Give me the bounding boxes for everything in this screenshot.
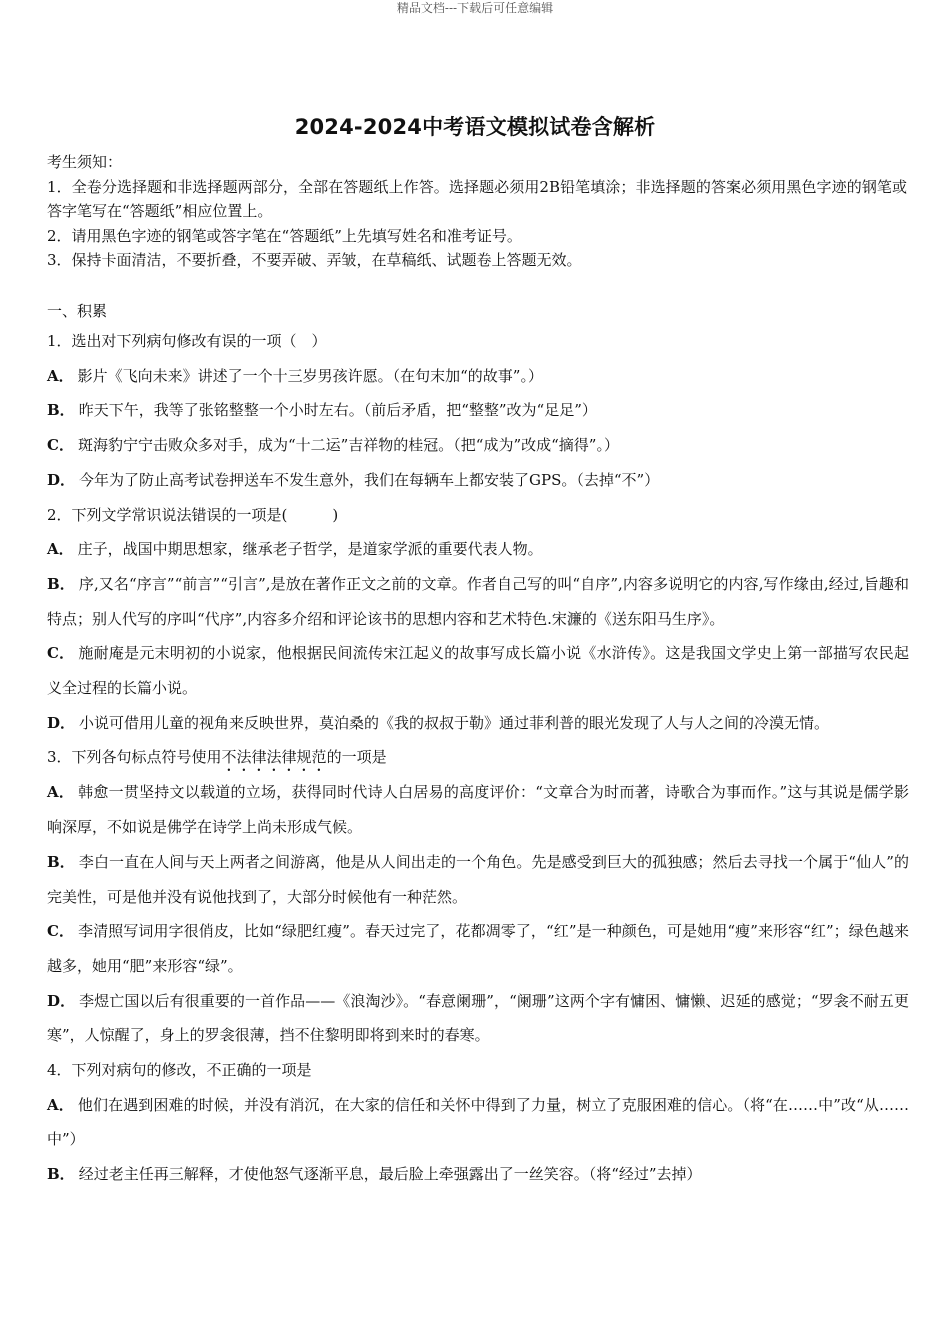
stem-text: 的一项是 — [326, 748, 387, 767]
option-text: 李白一直在人间与天上两者之间游离，他是从人间出走的一个角色。先是感受到巨大的孤独感；然后去寻找一个属于“仙人”的完美性，可是他并没有说他找到了，大部分时候他有一种茫然。 — [47, 852, 909, 906]
option-label: B． — [47, 401, 75, 420]
option-text: 李清照写词用字很俏皮，比如“绿肥红瘦”。春天过完了，花都凋零了，“红”是一种颜色，可是她用“瘦”来形容“红”；绿色越来越多，她用“肥”来形容“绿”。 — [47, 922, 909, 975]
option-text: 昨天下午，我等了张铭整整一个小时左右。（前后矛盾，把“整整”改为“足足”） — [78, 401, 597, 420]
question-2-option-d — [47, 706, 909, 741]
question-4-stem: 4．下列对病句的修改，不正确的一项是 — [47, 1061, 312, 1080]
question-3-option-d — [47, 984, 909, 1053]
question-2-option-b — [47, 567, 909, 636]
question-3-stem — [47, 740, 909, 775]
stem-text: 3．下列各句标点符号使用 — [47, 748, 222, 767]
option-text: 韩愈一贯坚持文以载道的立场，获得同时代诗人白居易的高度评价：“文章合为时而著，诗歌合为事而作。”这与其说是儒学影响深厚，不如说是佛学在诗学上尚未形成气候。 — [47, 783, 910, 837]
option-label: A． — [47, 366, 74, 385]
question-3-option-b — [47, 845, 909, 914]
question-1-option-c — [47, 428, 909, 463]
option-label: D． — [47, 713, 76, 732]
option-text: 施耐庵是元末明初的小说家，他根据民间流传宋江起义的故事写成长篇小说《水浒传》。这是我国文学史上第一部描写农民起义全过程的长篇小说。 — [47, 644, 909, 698]
question-2-option-c — [47, 636, 909, 705]
option-text: 今年为了防止高考试卷押送车不发生意外，我们在每辆车上都安装了GPS。（去掉“不”） — [79, 470, 660, 489]
question-1-option-d — [47, 463, 909, 498]
question-4-option-a — [47, 1088, 909, 1157]
section-title: 一、积累 — [47, 302, 108, 320]
option-label: B． — [47, 1165, 75, 1184]
question-1-stem: 1．选出对下列病句修改有误的一项（ ） — [47, 332, 327, 350]
document-title: 2024-2024中考语文模拟试卷含解析 — [294, 115, 656, 139]
option-text: 斑海豹宁宁击败众多对手，成为“十二运”吉祥物的桂冠。（把“成为”改成“摘得”。） — [77, 436, 619, 455]
notice-block — [47, 150, 907, 273]
option-label: B． — [47, 574, 75, 593]
header-note: 精品文档---下载后可任意编辑 — [396, 1, 554, 15]
question-1-option-b — [47, 393, 909, 428]
question-4-option-b — [47, 1157, 909, 1192]
option-label: C． — [47, 922, 75, 941]
question-3-option-c — [47, 914, 909, 983]
option-label: A． — [47, 1095, 74, 1114]
option-label: A． — [47, 540, 74, 559]
option-text: 庄子，战国中期思想家，继承老子哲学，是道家学派的重要代表人物。 — [77, 540, 543, 559]
option-text: 序,又名“序言”“前言”“引言”,是放在著作正文之前的文章。作者自己写的叫“自序”,内容多说明它的内容,写作缘由,经过,旨趣和特点；别人代写的序叫“代序”,内容多介绍和评论该书的思想内容和艺术特色.宋濂的《送东阳马生序》。 — [47, 574, 909, 628]
option-text: 影片《飞向未来》讲述了一个十三岁男孩许愿。（在句末加“的故事”。） — [77, 366, 543, 385]
option-text: 李煜亡国以后有很重要的一首作品——《浪淘沙》。“春意阑珊”，“阑珊”这两个字有慵困、慵懒、迟延的感觉；“罗衾不耐五更寒”，人惊醒了，身上的罗衾很薄，挡不住黎明即将到来时的春寒。 — [47, 991, 909, 1045]
option-label: A． — [47, 783, 75, 802]
exam-content — [47, 298, 909, 1192]
notice-item: 1．全卷分选择题和非选择题两部分，全部在答题纸上作答。选择题必须用2B铅笔填涂；非选择题的答案必须用黑色字迹的钢笔或答字笔写在“答题纸”相应位置上。 — [47, 177, 907, 221]
option-label: C． — [47, 436, 74, 455]
notice-heading: 考生须知： — [47, 153, 123, 171]
option-label: D． — [47, 991, 76, 1010]
option-text: 小说可借用儿童的视角来反映世界，莫泊桑的《我的叔叔于勒》通过菲利普的眼光发现了人与人之间的冷漠无情。 — [79, 713, 830, 732]
question-1-option-a — [47, 359, 909, 394]
notice-item: 3．保持卡面清洁，不要折叠，不要弄破、弄皱，在草稿纸、试题卷上答题无效。 — [47, 251, 582, 270]
option-text: 他们在遇到困难的时候，并没有消沉，在大家的信任和关怀中得到了力量，树立了克服困难的信心。（将“在……中”改“从……中”） — [47, 1095, 910, 1149]
notice-item: 2．请用黑色字迹的钢笔或答字笔在“答题纸”上先填写姓名和准考证号。 — [47, 226, 522, 245]
question-2-stem: 2．下列文学常识说法错误的一项是( ) — [47, 505, 339, 524]
question-3-option-a — [47, 775, 909, 844]
option-label: C． — [47, 644, 75, 663]
option-label: D． — [47, 470, 76, 489]
emphasized-text: 不法律法律规范 — [221, 748, 327, 767]
option-label: B． — [47, 852, 75, 871]
question-2-option-a — [47, 532, 909, 567]
option-text: 经过老主任再三解释，才使他怒气逐渐平息，最后脸上牵强露出了一丝笑容。（将“经过”去掉） — [78, 1165, 702, 1184]
